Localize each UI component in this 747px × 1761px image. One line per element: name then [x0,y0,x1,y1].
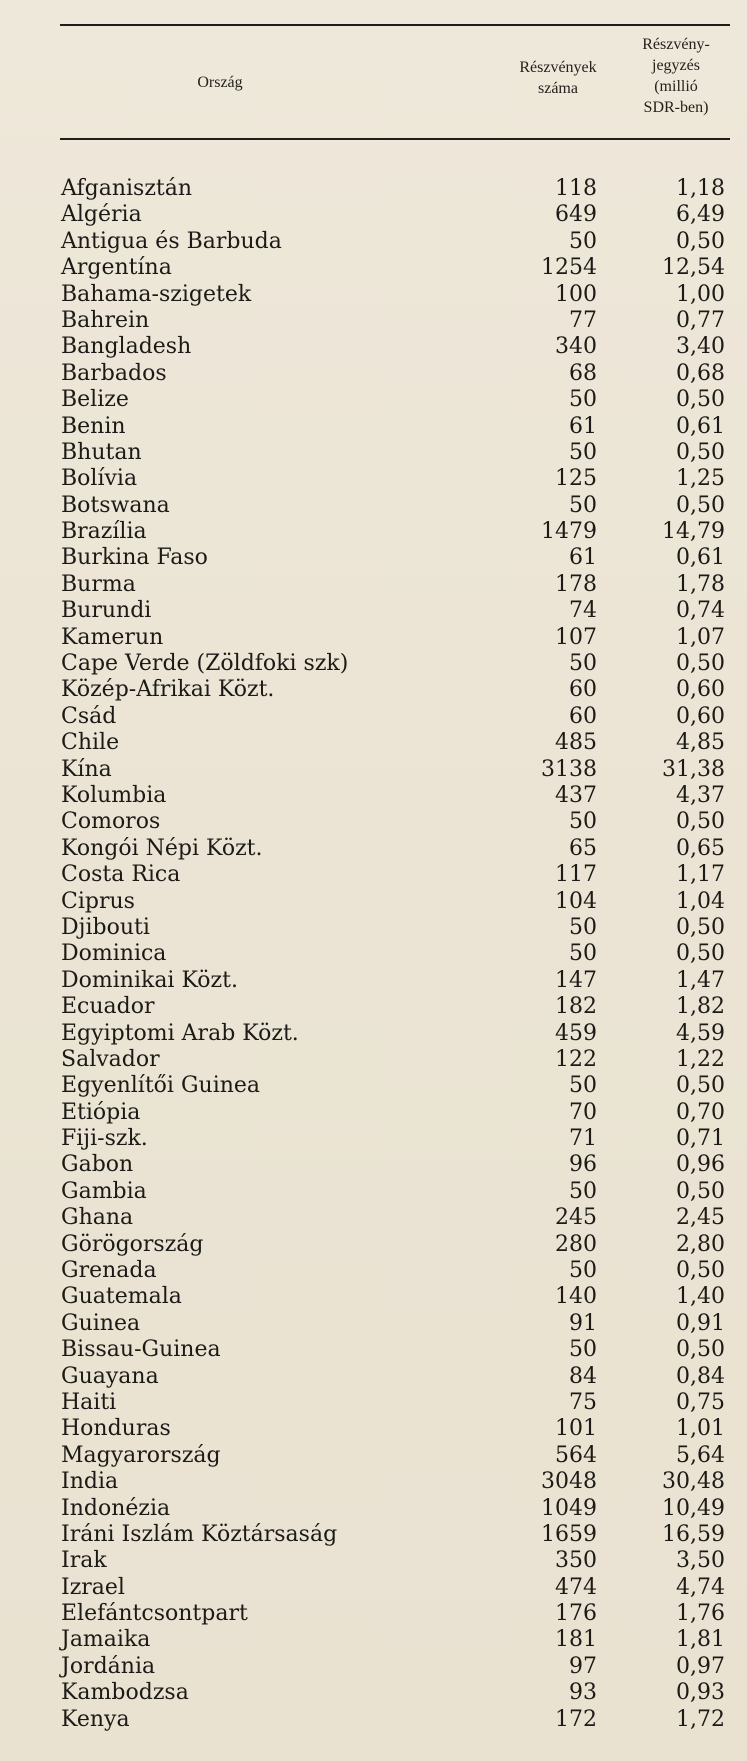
country-cell: Barbados [61,360,167,386]
subscription-cell: 0,50 [676,651,725,677]
country-cell: Dominica [61,941,167,967]
subscription-cell: 1,18 [676,176,725,201]
subscription-cell: 3,50 [676,1548,725,1574]
subscription-cell: 0,68 [676,360,725,386]
table-row [0,783,747,809]
subscription-cell: 1,17 [676,862,725,888]
shares-cell: 178 [555,571,597,597]
shares-cell: 182 [555,994,597,1020]
country-cell: Kenya [61,1706,130,1732]
table-top-rule [60,24,730,26]
header-shares-line: Részvények [519,59,597,76]
shares-cell: 50 [569,387,597,413]
table-row [0,968,747,994]
subscription-cell: 1,82 [676,994,725,1020]
table-row [0,1047,747,1073]
subscription-cell: 1,22 [676,1046,725,1072]
shares-cell: 140 [555,1284,597,1310]
shares-cell: 75 [569,1389,597,1415]
country-cell: Ciprus [61,888,135,914]
shares-cell: 649 [555,202,597,228]
subscription-cell: 14,79 [662,519,725,545]
subscription-cell: 4,59 [676,1020,725,1046]
country-cell: Kolumbia [61,782,167,808]
table-row [0,440,747,466]
subscription-cell: 1,40 [676,1284,725,1310]
subscription-cell: 0,65 [676,835,725,861]
table-row [0,757,747,783]
country-cell: Salvador [61,1046,160,1072]
country-cell: Comoros [61,809,161,835]
table-row [0,941,747,967]
shares-cell: 50 [569,439,597,465]
table-row [0,994,747,1020]
subscription-cell: 0,97 [676,1653,725,1679]
subscription-cell: 16,59 [662,1521,725,1547]
shares-cell: 1254 [541,255,597,281]
shares-cell: 437 [555,782,597,808]
shares-cell: 485 [555,730,597,756]
table-row [0,545,747,571]
shares-cell: 107 [555,624,597,650]
shares-cell: 61 [569,413,597,439]
subscription-cell: 0,50 [676,228,725,254]
subscription-cell: 0,50 [676,1337,725,1363]
table-row [0,202,747,228]
subscription-cell: 0,60 [676,677,725,703]
header-subscription-line: (millió [654,78,698,95]
subscription-cell: 1,76 [676,1601,725,1627]
header-country [150,72,290,93]
shares-cell: 93 [569,1680,597,1706]
subscription-cell: 0,60 [676,703,725,729]
country-cell: Etiópia [61,1099,141,1125]
shares-cell: 172 [555,1706,597,1732]
table-row [0,1496,747,1522]
country-cell: Jordánia [61,1653,156,1679]
shares-cell: 474 [555,1574,597,1600]
shares-cell: 60 [569,677,597,703]
table-row [0,1126,747,1152]
shares-cell: 50 [569,651,597,677]
shares-cell: 1659 [541,1521,597,1547]
table-row [0,1707,747,1733]
country-cell: India [61,1469,119,1495]
shares-cell: 280 [555,1231,597,1257]
subscription-cell: 1,47 [676,967,725,993]
shares-cell: 65 [569,835,597,861]
header-subscription-line: Részvény- [642,36,710,53]
country-cell: Fiji-szk. [61,1126,148,1152]
subscription-cell: 4,74 [676,1574,725,1600]
shares-cell: 60 [569,703,597,729]
country-cell: Bolívia [61,466,138,492]
table-row [0,1390,747,1416]
subscription-cell: 0,71 [676,1126,725,1152]
country-cell: Ghana [61,1205,134,1231]
subscription-cell: 3,40 [676,334,725,360]
shares-cell: 147 [555,967,597,993]
subscription-cell: 0,61 [676,413,725,439]
shares-cell: 125 [555,466,597,492]
subscription-cell: 0,74 [676,598,725,624]
country-cell: Bangladesh [61,334,192,360]
table-row [0,1337,747,1363]
shares-cell: 50 [569,1178,597,1204]
shares-cell: 61 [569,545,597,571]
shares-cell: 50 [569,1073,597,1099]
table-row [0,361,747,387]
table-row [0,572,747,598]
shares-cell: 50 [569,809,597,835]
subscription-cell: 0,75 [676,1389,725,1415]
subscription-cell: 2,80 [676,1231,725,1257]
subscription-cell: 0,50 [676,809,725,835]
country-cell: Bissau-Guinea [61,1337,221,1363]
header-subscription [616,34,736,118]
table-row [0,1364,747,1390]
country-cell: Grenada [61,1258,157,1284]
header-shares-line: száma [538,80,578,97]
table-row [0,1548,747,1574]
table-row [0,1416,747,1442]
table-row [0,519,747,545]
shares-cell: 3048 [541,1469,597,1495]
country-cell: Közép-Afrikai Közt. [61,677,275,703]
shares-cell: 181 [555,1627,597,1653]
country-cell: Guatemala [61,1284,182,1310]
table-row [0,1522,747,1548]
country-cell: Jamaika [61,1627,151,1653]
subscription-cell: 6,49 [676,202,725,228]
subscription-cell: 0,93 [676,1680,725,1706]
table-row [0,1100,747,1126]
table-row [0,1443,747,1469]
subscription-cell: 0,50 [676,387,725,413]
subscription-cell: 31,38 [662,756,725,782]
country-cell: Burma [61,571,136,597]
country-cell: Chile [61,730,120,756]
subscription-cell: 0,91 [676,1310,725,1336]
subscription-cell: 12,54 [662,255,725,281]
subscription-cell: 1,81 [676,1627,725,1653]
shares-cell: 340 [555,334,597,360]
table-row [0,809,747,835]
table-row [0,889,747,915]
country-cell: Dominikai Közt. [61,967,238,993]
table-row [0,1311,747,1337]
shares-cell: 245 [555,1205,597,1231]
shares-cell: 176 [555,1601,597,1627]
country-cell: Bahrein [61,307,150,333]
subscription-cell: 0,96 [676,1152,725,1178]
subscription-cell: 0,50 [676,1258,725,1284]
subscription-cell: 0,84 [676,1363,725,1389]
table-row [0,651,747,677]
country-cell: Görögország [61,1231,204,1257]
shares-cell: 50 [569,914,597,940]
shares-cell: 50 [569,228,597,254]
subscription-cell: 1,00 [676,281,725,307]
country-cell: Antigua és Barbuda [61,228,282,254]
table-row [0,414,747,440]
shares-cell: 77 [569,307,597,333]
table-row [0,255,747,281]
subscription-cell: 0,77 [676,307,725,333]
header-subscription-line: SDR-ben) [643,99,709,116]
subscription-cell: 0,70 [676,1099,725,1125]
shares-cell: 84 [569,1363,597,1389]
subscription-cell: 1,72 [676,1706,725,1732]
subscription-cell: 1,04 [676,888,725,914]
table-row [0,862,747,888]
subscription-cell: 1,01 [676,1416,725,1442]
shares-cell: 50 [569,1337,597,1363]
table-row [0,1021,747,1047]
subscription-cell: 0,50 [676,1073,725,1099]
header-country-text: Ország [197,74,243,91]
table-row [0,1205,747,1231]
table-row [0,836,747,862]
country-cell: Algéria [61,202,142,228]
country-cell: Djibouti [61,914,150,940]
table-row [0,1654,747,1680]
header-shares [498,57,618,99]
table-row [0,1073,747,1099]
country-cell: Ecuador [61,994,155,1020]
subscription-cell: 0,50 [676,439,725,465]
country-cell: Irak [61,1548,107,1574]
country-cell: Guayana [61,1363,159,1389]
table-row [0,229,747,255]
shares-cell: 50 [569,941,597,967]
subscription-cell: 1,25 [676,466,725,492]
shares-cell: 50 [569,1258,597,1284]
table-row [0,1627,747,1653]
country-cell: Cape Verde (Zöldfoki szk) [61,651,349,677]
subscription-cell: 0,61 [676,545,725,571]
table-row [0,176,747,202]
country-cell: Haiti [61,1389,117,1415]
country-cell: Egyenlítői Guinea [61,1073,261,1099]
table-row [0,1179,747,1205]
table-row [0,598,747,624]
subscription-cell: 2,45 [676,1205,725,1231]
subscription-cell: 5,64 [676,1442,725,1468]
country-cell: Kambodzsa [61,1680,189,1706]
country-cell: Bhutan [61,439,142,465]
country-cell: Egyiptomi Arab Közt. [61,1020,299,1046]
shares-cell: 1479 [541,519,597,545]
country-cell: Benin [61,413,126,439]
header-subscription-line: jegyzés [652,57,700,74]
table-row [0,1601,747,1627]
subscription-cell: 1,07 [676,624,725,650]
shares-cell: 50 [569,492,597,518]
subscription-cell: 0,50 [676,492,725,518]
shares-cell: 68 [569,360,597,386]
country-cell: Elefántcsontpart [61,1601,248,1627]
shares-cell: 118 [555,176,597,201]
country-cell: Burundi [61,598,152,624]
table-row [0,730,747,756]
table-row [0,625,747,651]
country-cell: Kamerun [61,624,164,650]
subscription-cell: 0,50 [676,941,725,967]
shares-cell: 74 [569,598,597,624]
table-row [0,1152,747,1178]
shares-cell: 122 [555,1046,597,1072]
shares-cell: 350 [555,1548,597,1574]
table-row [0,915,747,941]
table-row [0,704,747,730]
country-cell: Kongói Népi Közt. [61,835,263,861]
country-cell: Belize [61,387,129,413]
shares-cell: 459 [555,1020,597,1046]
country-cell: Honduras [61,1416,171,1442]
table-row [0,1258,747,1284]
country-cell: Brazília [61,519,147,545]
table-row [0,677,747,703]
country-cell: Costa Rica [61,862,181,888]
country-cell: Guinea [61,1310,141,1336]
table-row [0,1469,747,1495]
subscription-cell: 0,50 [676,914,725,940]
country-cell: Izrael [61,1574,125,1600]
table-row [0,493,747,519]
country-cell: Burkina Faso [61,545,208,571]
shares-cell: 97 [569,1653,597,1679]
table-row [0,1680,747,1706]
country-cell: Indonézia [61,1495,171,1521]
country-cell: Afganisztán [61,176,193,201]
country-cell: Bahama-szigetek [61,281,252,307]
shares-cell: 564 [555,1442,597,1468]
table-row [0,387,747,413]
shares-cell: 104 [555,888,597,914]
shares-cell: 101 [555,1416,597,1442]
table-body [0,176,747,1733]
country-cell: Gambia [61,1178,147,1204]
subscription-cell: 4,37 [676,782,725,808]
shares-cell: 91 [569,1310,597,1336]
country-cell: Kína [61,756,112,782]
shares-cell: 71 [569,1126,597,1152]
table-row [0,1575,747,1601]
subscription-cell: 4,85 [676,730,725,756]
table-row [0,334,747,360]
table-row [0,308,747,334]
table-row [0,1284,747,1310]
country-cell: Csád [61,703,117,729]
subscription-cell: 10,49 [662,1495,725,1521]
shares-cell: 117 [555,862,597,888]
table-header-rule [60,138,730,140]
shares-cell: 96 [569,1152,597,1178]
shares-cell: 3138 [541,756,597,782]
country-cell: Argentína [61,255,172,281]
table-row [0,282,747,308]
table-row [0,466,747,492]
country-cell: Iráni Iszlám Köztársaság [61,1521,338,1547]
country-cell: Gabon [61,1152,134,1178]
country-cell: Magyarország [61,1442,221,1468]
table-row [0,1232,747,1258]
shares-cell: 70 [569,1099,597,1125]
subscription-cell: 1,78 [676,571,725,597]
subscription-cell: 30,48 [662,1469,725,1495]
country-cell: Botswana [61,492,170,518]
subscription-cell: 0,50 [676,1178,725,1204]
shares-cell: 100 [555,281,597,307]
shares-cell: 1049 [541,1495,597,1521]
